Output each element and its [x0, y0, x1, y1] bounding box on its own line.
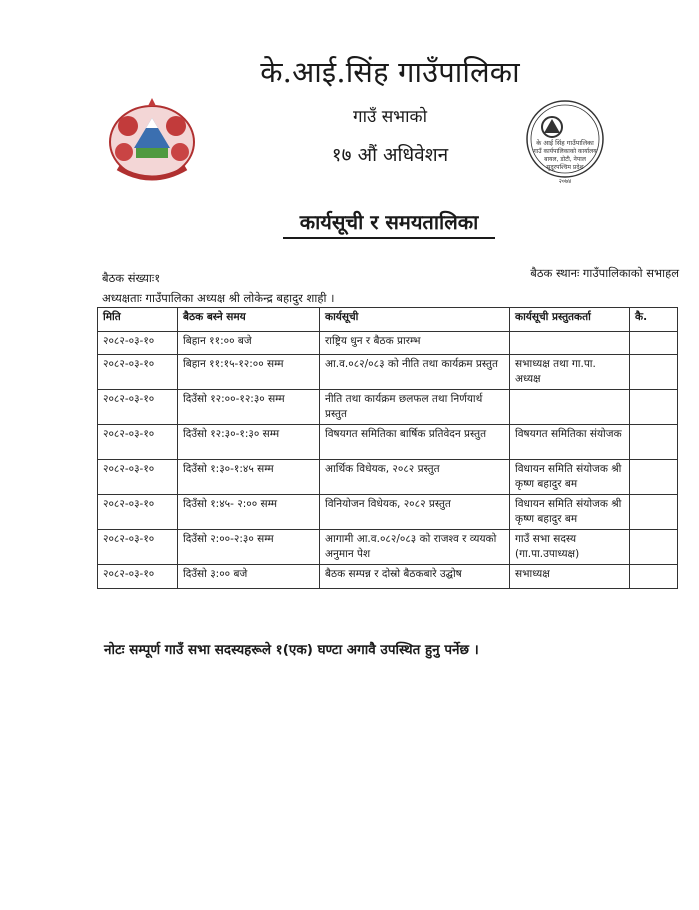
cell-agenda: आर्थिक विधेयक, २०८२ प्रस्तुत [320, 460, 510, 495]
cell-date: २०८२-०३-१० [98, 332, 178, 355]
cell-remarks [630, 460, 678, 495]
cell-date: २०८२-०३-१० [98, 425, 178, 460]
cell-time: दिउँसो ३:०० बजे [178, 565, 320, 589]
cell-time: दिउँसो १२:३०-१:३० सम्म [178, 425, 320, 460]
cell-date: २०८२-०३-१० [98, 355, 178, 390]
cell-time: दिउँसो २:००-२:३० सम्म [178, 530, 320, 565]
cell-remarks [630, 425, 678, 460]
office-seal-icon [522, 95, 608, 187]
table-row [98, 425, 678, 460]
cell-presenter [510, 332, 630, 355]
meeting-count: बैठक संख्याः१ [102, 271, 161, 285]
cell-presenter: सभाध्यक्ष [510, 565, 630, 589]
seal-line-3: बायल, डोटी, नेपाल [544, 156, 586, 163]
cell-agenda: आगामी आ.व.०८२/०८३ को राजश्व र व्ययको अनुमान पेश [320, 530, 510, 565]
cell-agenda: नीति तथा कार्यक्रम छलफल तथा निर्णयार्थ प्रस्तुत [320, 390, 510, 425]
column-header-presenter: कार्यसूची प्रस्तुतकर्ता [510, 308, 630, 332]
table-row [98, 460, 678, 495]
column-header-time: बैठक बस्ने समय [178, 308, 320, 332]
cell-presenter: गाउँ सभा सदस्य (गा.पा.उपाध्यक्ष) [510, 530, 630, 565]
cell-agenda: राष्ट्रिय धुन र बैठक प्रारम्भ [320, 332, 510, 355]
table-row [98, 355, 678, 390]
cell-agenda: आ.व.०८२/०८३ को नीति तथा कार्यक्रम प्रस्तुत [320, 355, 510, 390]
cell-date: २०८२-०३-१० [98, 495, 178, 530]
cell-presenter: विधायन समिति संयोजक श्री कृष्ण बहादुर बम [510, 495, 630, 530]
seal-line-1: के आई सिंह गाउँपालिका [536, 139, 594, 147]
column-header-date: मिति [98, 308, 178, 332]
page-title: कार्यसूची र समयतालिका [283, 208, 495, 239]
cell-remarks [630, 332, 678, 355]
cell-presenter: सभाध्यक्ष तथा गा.पा. अध्यक्ष [510, 355, 630, 390]
column-header-agenda: कार्यसूची [320, 308, 510, 332]
cell-time: दिउँसो १:३०-१:४५ सम्म [178, 460, 320, 495]
cell-presenter [510, 390, 630, 425]
cell-remarks [630, 495, 678, 530]
cell-presenter: विधायन समिति संयोजक श्री कृष्ण बहादुर बम [510, 460, 630, 495]
cell-time: दिउँसो १२:००-१२:३० सम्म [178, 390, 320, 425]
cell-date: २०८२-०३-१० [98, 530, 178, 565]
subtitle-assembly: गाउँ सभाको [353, 107, 427, 127]
subtitle-session: १७ औं अधिवेशन [331, 144, 449, 166]
table-row [98, 565, 678, 589]
table-row [98, 495, 678, 530]
cell-agenda: बैठक सम्पन्न र दोस्रो बैठकबारे उद्घोष [320, 565, 510, 589]
column-header-remarks: कै. [630, 308, 678, 332]
table-row [98, 530, 678, 565]
cell-agenda: विषयगत समितिका बार्षिक प्रतिवेदन प्रस्तुत [320, 425, 510, 460]
table-row [98, 390, 678, 425]
table-row [98, 332, 678, 355]
table-header-row [98, 308, 678, 332]
cell-presenter: विषयगत समितिका संयोजक [510, 425, 630, 460]
attendance-note: नोटः सम्पूर्ण गाउँ सभा सदस्यहरूले १(एक) घण्टा अगावै उपस्थित हुनु पर्नेछ । [104, 642, 479, 658]
seal-line-5: २०७४ [558, 178, 572, 185]
seal-line-2: गाउँ कार्यपालिकाको कार्यालय [533, 148, 597, 155]
nepal-emblem-icon [104, 96, 200, 184]
cell-date: २०८२-०३-१० [98, 565, 178, 589]
cell-remarks [630, 355, 678, 390]
cell-time: दिउँसो १:४५- २:०० सम्म [178, 495, 320, 530]
org-name: के.आई.सिंह गाउँपालिका [260, 55, 520, 89]
cell-remarks [630, 565, 678, 589]
cell-agenda: विनियोजन विधेयक, २०८२ प्रस्तुत [320, 495, 510, 530]
seal-line-4: सुदूरपश्चिम प्रदेश [546, 164, 584, 171]
meeting-venue: बैठक स्थानः गाउँपालिकाको सभाहल [530, 266, 679, 280]
cell-date: २०८२-०३-१० [98, 460, 178, 495]
cell-remarks [630, 530, 678, 565]
cell-time: बिहान ११:१५-१२:०० सम्म [178, 355, 320, 390]
cell-remarks [630, 390, 678, 425]
cell-date: २०८२-०३-१० [98, 390, 178, 425]
meeting-chair: अध्यक्षताः गाउँपालिका अध्यक्ष श्री लोकेन्द्र बहादुर शाही । [102, 291, 335, 305]
schedule-table [97, 307, 678, 589]
cell-time: बिहान ११:०० बजे [178, 332, 320, 355]
